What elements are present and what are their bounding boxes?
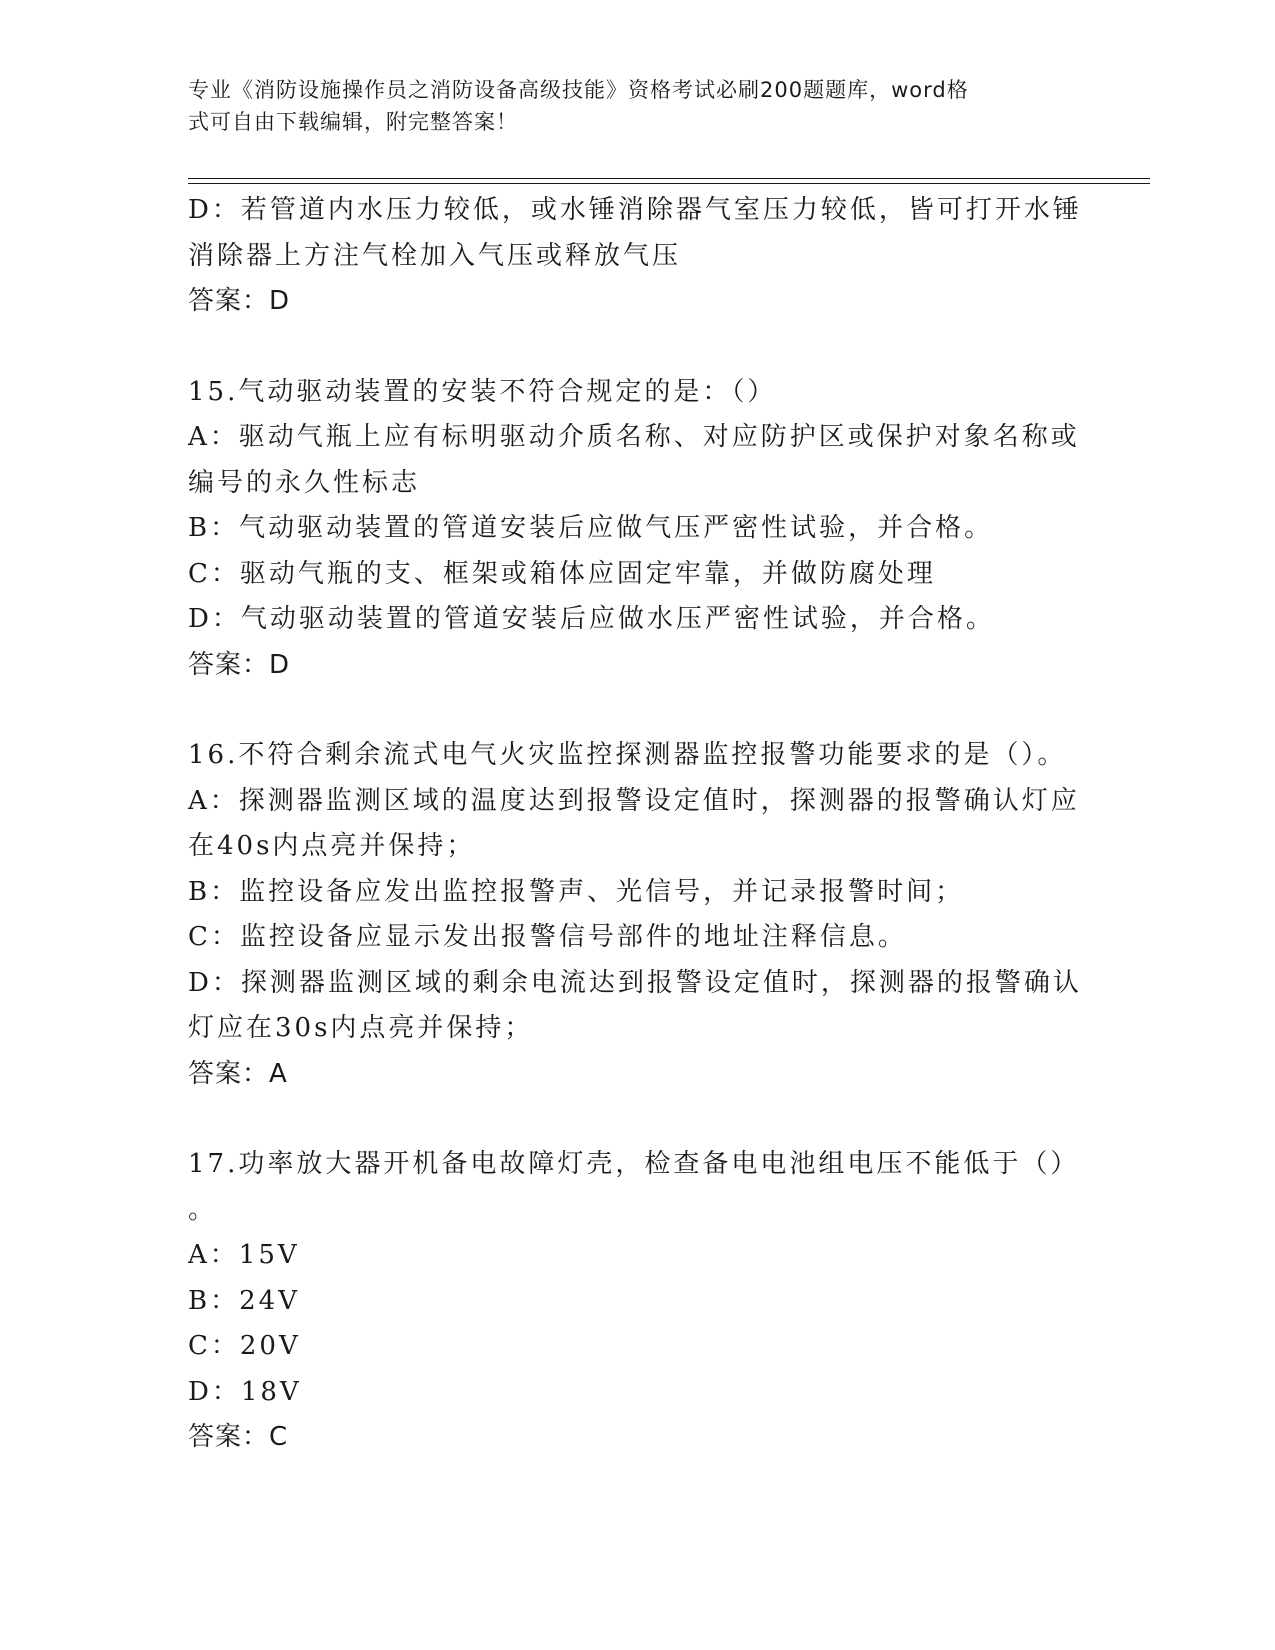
option-line: D：探测器监测区域的剩余电流达到报警设定值时，探测器的报警确认 xyxy=(188,967,1082,998)
option-line: C：20V xyxy=(188,1331,301,1361)
option-line: 在40s内点亮并保持； xyxy=(188,831,476,861)
answer-line: 答案：D xyxy=(188,286,291,316)
answer-line: 答案：D xyxy=(188,649,291,680)
option-line: B：气动驱动装置的管道安装后应做气压严密性试验，并合格。 xyxy=(188,513,994,543)
question-block-14 xyxy=(188,188,1088,325)
header-line-1: 专业《消防设施操作员之消防设备高级技能》资格考试必刷200题题库，word格 xyxy=(188,78,969,102)
answer-line: 答案：C xyxy=(188,1422,289,1452)
option-line: B：24V xyxy=(188,1285,300,1316)
question-text: 15.气动驱动装置的安装不符合规定的是：（） xyxy=(188,376,777,407)
question-list xyxy=(188,188,1088,1506)
option-line: D：18V xyxy=(188,1376,302,1407)
option-line: B：监控设备应发出监控报警声、光信号，并记录报警时间； xyxy=(188,876,965,907)
header-divider-bottom xyxy=(188,183,1150,184)
option-line: 编号的永久性标志 xyxy=(188,467,421,498)
option-line: 。 xyxy=(188,1194,218,1225)
option-line: A：驱动气瓶上应有标明驱动介质名称、对应防护区或保护对象名称或 xyxy=(188,422,1080,452)
header-line-2: 式可自由下载编辑，附完整答案！ xyxy=(188,110,518,134)
option-line: 消除器上方注气栓加入气压或释放气压 xyxy=(188,240,682,271)
header-divider-top xyxy=(188,178,1150,179)
question-block-16 xyxy=(188,733,1088,1097)
option-line: A：15V xyxy=(188,1240,300,1270)
option-line: D：若管道内水压力较低，或水锤消除器气室压力较低，皆可打开水锤 xyxy=(188,195,1082,225)
option-line: C：驱动气瓶的支、框架或箱体应固定牢靠，并做防腐处理 xyxy=(188,558,936,589)
document-header xyxy=(188,74,1068,138)
question-text: 17.功率放大器开机备电故障灯壳，检查备电电池组电压不能低于（） xyxy=(188,1149,1080,1179)
option-line: D：气动驱动装置的管道安装后应做水压严密性试验，并合格。 xyxy=(188,604,995,634)
question-block-15 xyxy=(188,370,1088,689)
question-text: 16.不符合剩余流式电气火灾监控探测器监控报警功能要求的是（）。 xyxy=(188,740,1067,770)
answer-line: 答案：A xyxy=(188,1058,288,1089)
question-block-17 xyxy=(188,1142,1088,1461)
option-line: A：探测器监测区域的温度达到报警设定值时，探测器的报警确认灯应 xyxy=(188,785,1080,816)
option-line: C：监控设备应显示发出报警信号部件的地址注释信息。 xyxy=(188,922,907,952)
option-line: 灯应在30s内点亮并保持； xyxy=(188,1013,534,1043)
